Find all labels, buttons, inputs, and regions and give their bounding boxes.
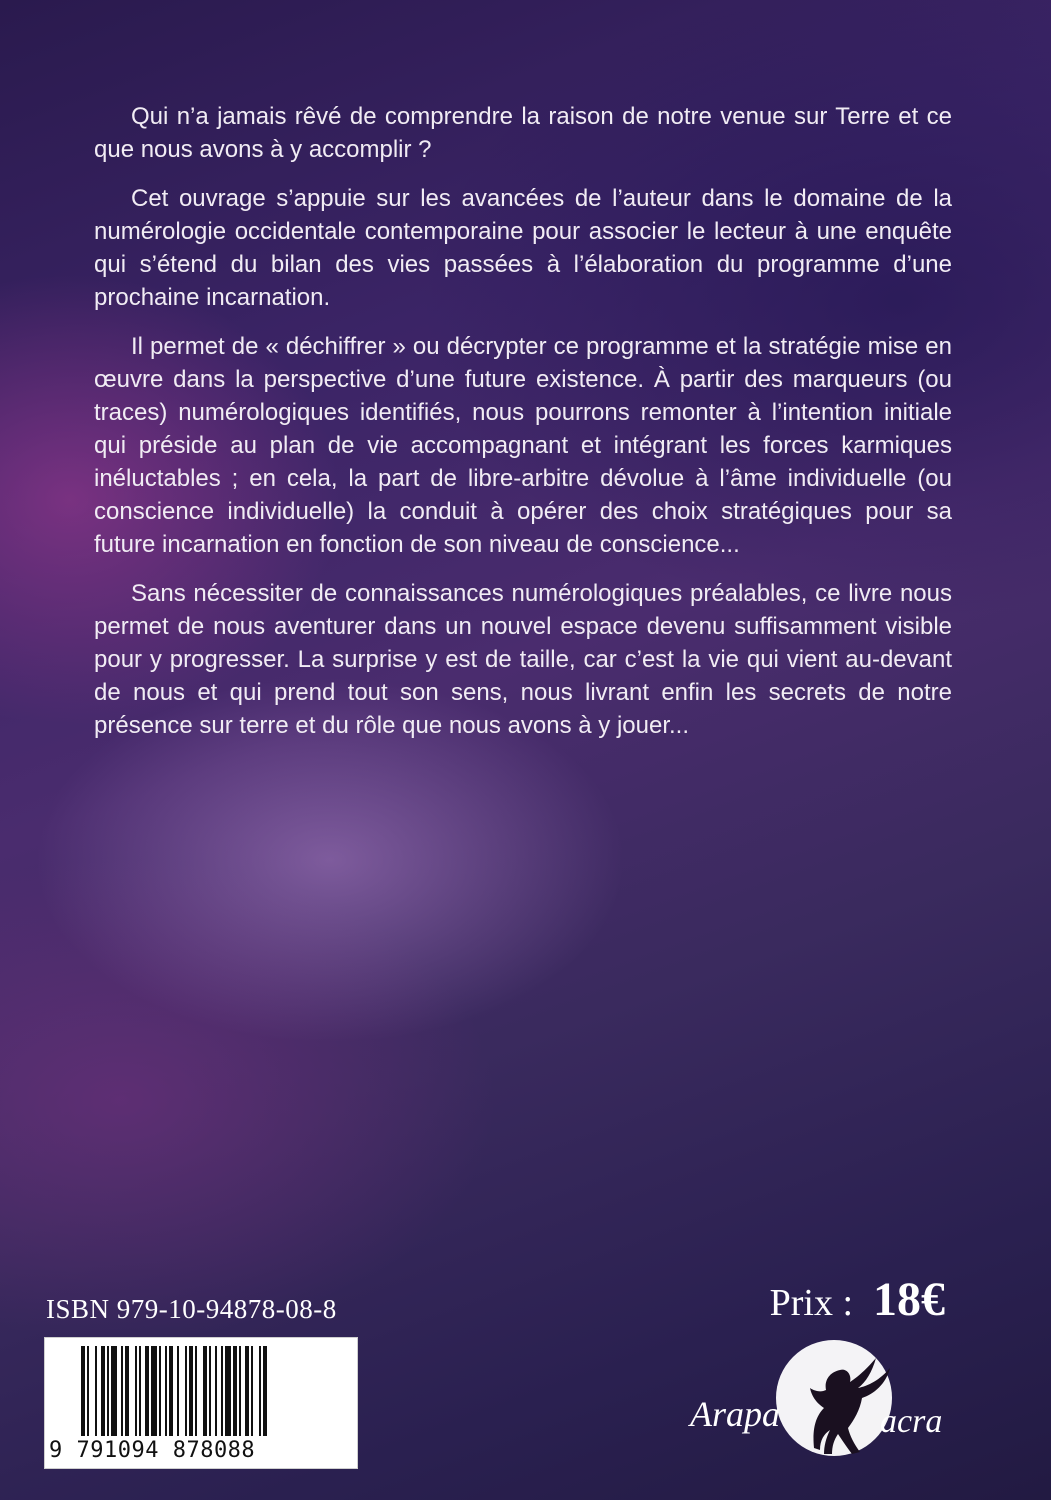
publisher-logo [684, 1328, 954, 1468]
paragraph-4: Sans nécessiter de connaissances numérologiques préalables, ce livre nous permet de nous aventurer dans un nouvel espace devenu suffisamment visible pour y progresser. La surprise y est de taille, car c’est la vie qui vient au-devant de nous et qui prend tout son sens, nous livrant enfin les secrets de notre présence sur terre et du rôle que nous avons à y jouer... [94, 580, 952, 739]
paragraph-2: Cet ouvrage s’appuie sur les avancées de l’auteur dans le domaine de la numérologie occidentale contemporaine pour associer le lecteur à une enquête qui s’étend du bilan des vies passées à l’élaboration du programme d’une prochaine incarnation. [94, 185, 952, 311]
paragraph-1: Qui n’a jamais rêvé de comprendre la raison de notre venue sur Terre et ce que nous avons à y accomplir ? [94, 103, 952, 163]
isbn-label: ISBN 979-10-94878-08-8 [46, 1294, 337, 1324]
barcode-digits: 9 791094 878088 [49, 1438, 256, 1463]
price-value: 18€ [873, 1273, 945, 1326]
barcode-bars [81, 1346, 327, 1436]
back-cover-text [94, 100, 952, 758]
barcode [44, 1337, 358, 1469]
price [770, 1272, 945, 1327]
logo-text-left: Arapa [690, 1394, 780, 1434]
price-label: Prix : [769, 1282, 853, 1324]
logo-text-right: acra [880, 1403, 943, 1440]
paragraph-3: Il permet de « déchiffrer » ou décrypter ce programme et la stratégie mise en œuvre dans la perspective d’une future existence. À partir des marqueurs (ou traces) numérologiques identifiés, nous pourrons remonter à l’intention initiale qui préside au plan de vie accompagnant et intégrant les forces karmiques inéluctables ; en cela, la part de libre-arbitre dévolue à l’âme individuelle (ou conscience individuelle) la conduit à opérer des choix stratégiques pour sa future incarnation en fonction de son niveau de conscience... [94, 333, 952, 558]
